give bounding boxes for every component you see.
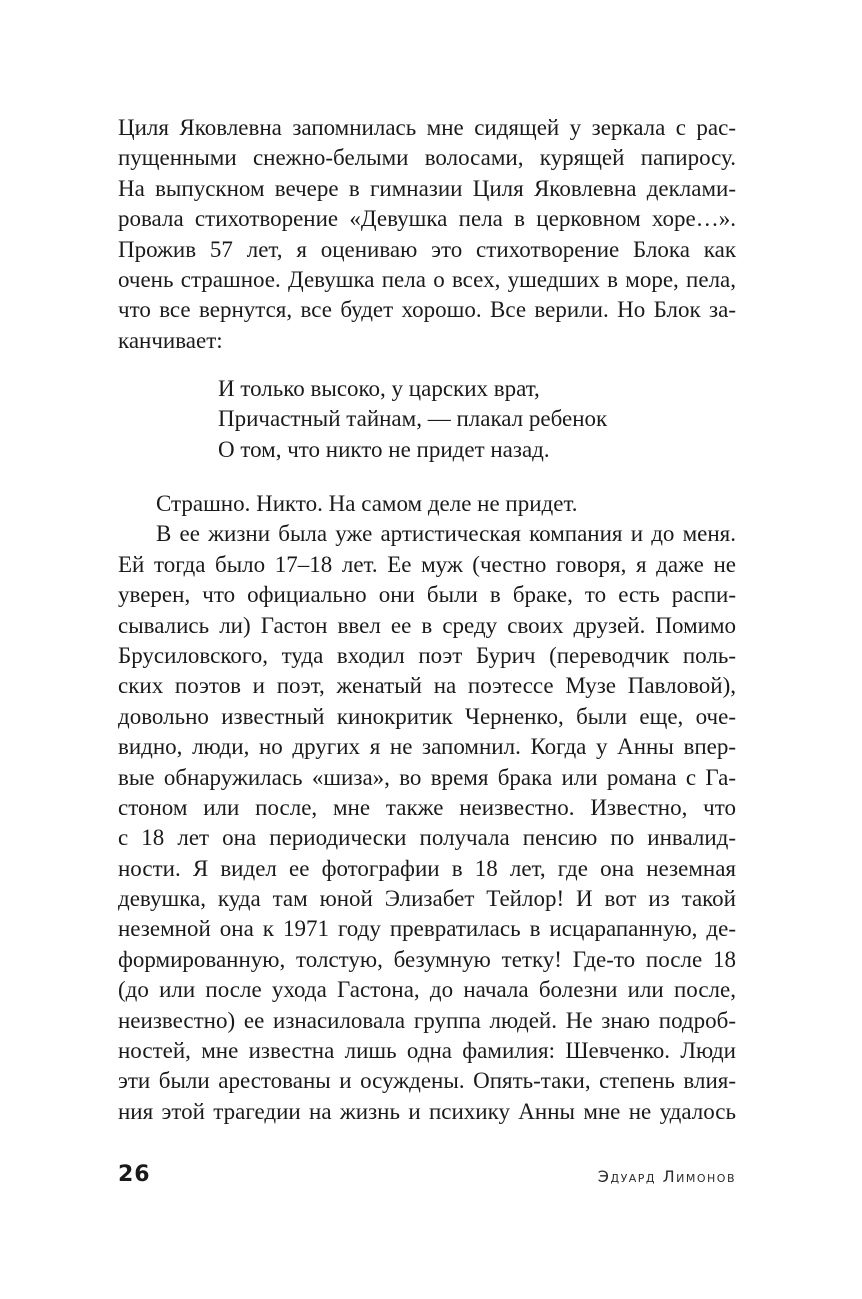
intro-paragraph xyxy=(118,113,736,356)
poem-quote xyxy=(218,374,607,465)
text-line: На выпускном вечере в гимназии Циля Яковлевна деклами- xyxy=(118,175,736,201)
text-line: эти были арестованы и осуждены. Опять-таки, степень влия- xyxy=(118,1068,736,1094)
text-line: В ее жизни была уже артистическая компания и до меня. xyxy=(156,521,736,547)
poem-line: Причастный тайнам, — плакал ребенок xyxy=(218,406,608,432)
text-line: канчивает: xyxy=(118,327,223,353)
text-line: ности. Я видел ее фотографии в 18 лет, где она неземная xyxy=(118,855,736,881)
text-line: Брусиловского, туда входил поэт Бурич (переводчик поль- xyxy=(118,642,736,668)
text-line: стоном или после, мне также неизвестно. Известно, что xyxy=(118,794,736,820)
text-line: уверен, что официально они были в браке, то есть распи- xyxy=(118,582,736,608)
text-line: формированную, толстую, безумную тетку! Где-то после 18 xyxy=(118,946,736,972)
text-line: ских поэтов и поэт, женатый на поэтессе Музе Павловой), xyxy=(118,673,736,699)
text-line: довольно известный кинокритик Черненко, были еще, оче- xyxy=(118,703,736,729)
text-line: ровала стихотворение «Девушка пела в церковном хоре…». xyxy=(118,206,736,232)
text-line: девушка, куда там юной Элизабет Тейлор! И вот из такой xyxy=(118,886,736,912)
poem-line: О том, что никто не придет назад. xyxy=(218,436,550,462)
text-line: сывались ли) Гастон ввел ее в среду своих друзей. Помимо xyxy=(118,612,736,638)
text-line: Прожив 57 лет, я оцениваю это стихотворение Блока как xyxy=(118,236,736,262)
text-line: пущенными снежно-белыми волосами, курящей папиросу. xyxy=(118,145,736,171)
text-line: ностей, мне известна лишь одна фамилия: Шевченко. Люди xyxy=(118,1038,736,1064)
text-line: Страшно. Никто. На самом деле не придет. xyxy=(156,491,578,516)
text-line: видно, люди, но других я не запомнил. Когда у Анны впер- xyxy=(118,734,736,760)
text-line: очень страшное. Девушка пела о всех, ушедших в море, пела, xyxy=(118,266,736,292)
text-line: Циля Яковлевна запомнилась мне сидящей у зеркала с рас- xyxy=(118,115,736,140)
poem-line: И только высоко, у царских врат, xyxy=(218,376,540,401)
text-line: что все вернутся, все будет хорошо. Все верили. Но Блок за- xyxy=(118,297,736,323)
text-line: (до или после ухода Гастона, до начала болезни или после, xyxy=(118,977,736,1003)
text-line: неизвестно) ее изнасиловала группа людей. Не знаю подроб- xyxy=(118,1007,736,1033)
text-line: с 18 лет она периодически получала пенсию по инвалид- xyxy=(118,825,736,851)
text-line: Ей тогда было 17–18 лет. Ее муж (честно говоря, я даже не xyxy=(118,551,736,577)
running-header-author: Эдуард Лимонов xyxy=(597,1167,736,1186)
page-number: 26 xyxy=(118,1162,151,1187)
text-line: вые обнаружилась «шиза», во время брака или романа с Га- xyxy=(118,764,736,790)
text-line: неземной она к 1971 году превратилась в исцарапанную, де- xyxy=(118,916,736,942)
body-paragraphs xyxy=(118,489,736,1127)
text-line: ния этой трагедии на жизнь и психику Анны мне не удалось xyxy=(118,1098,736,1124)
